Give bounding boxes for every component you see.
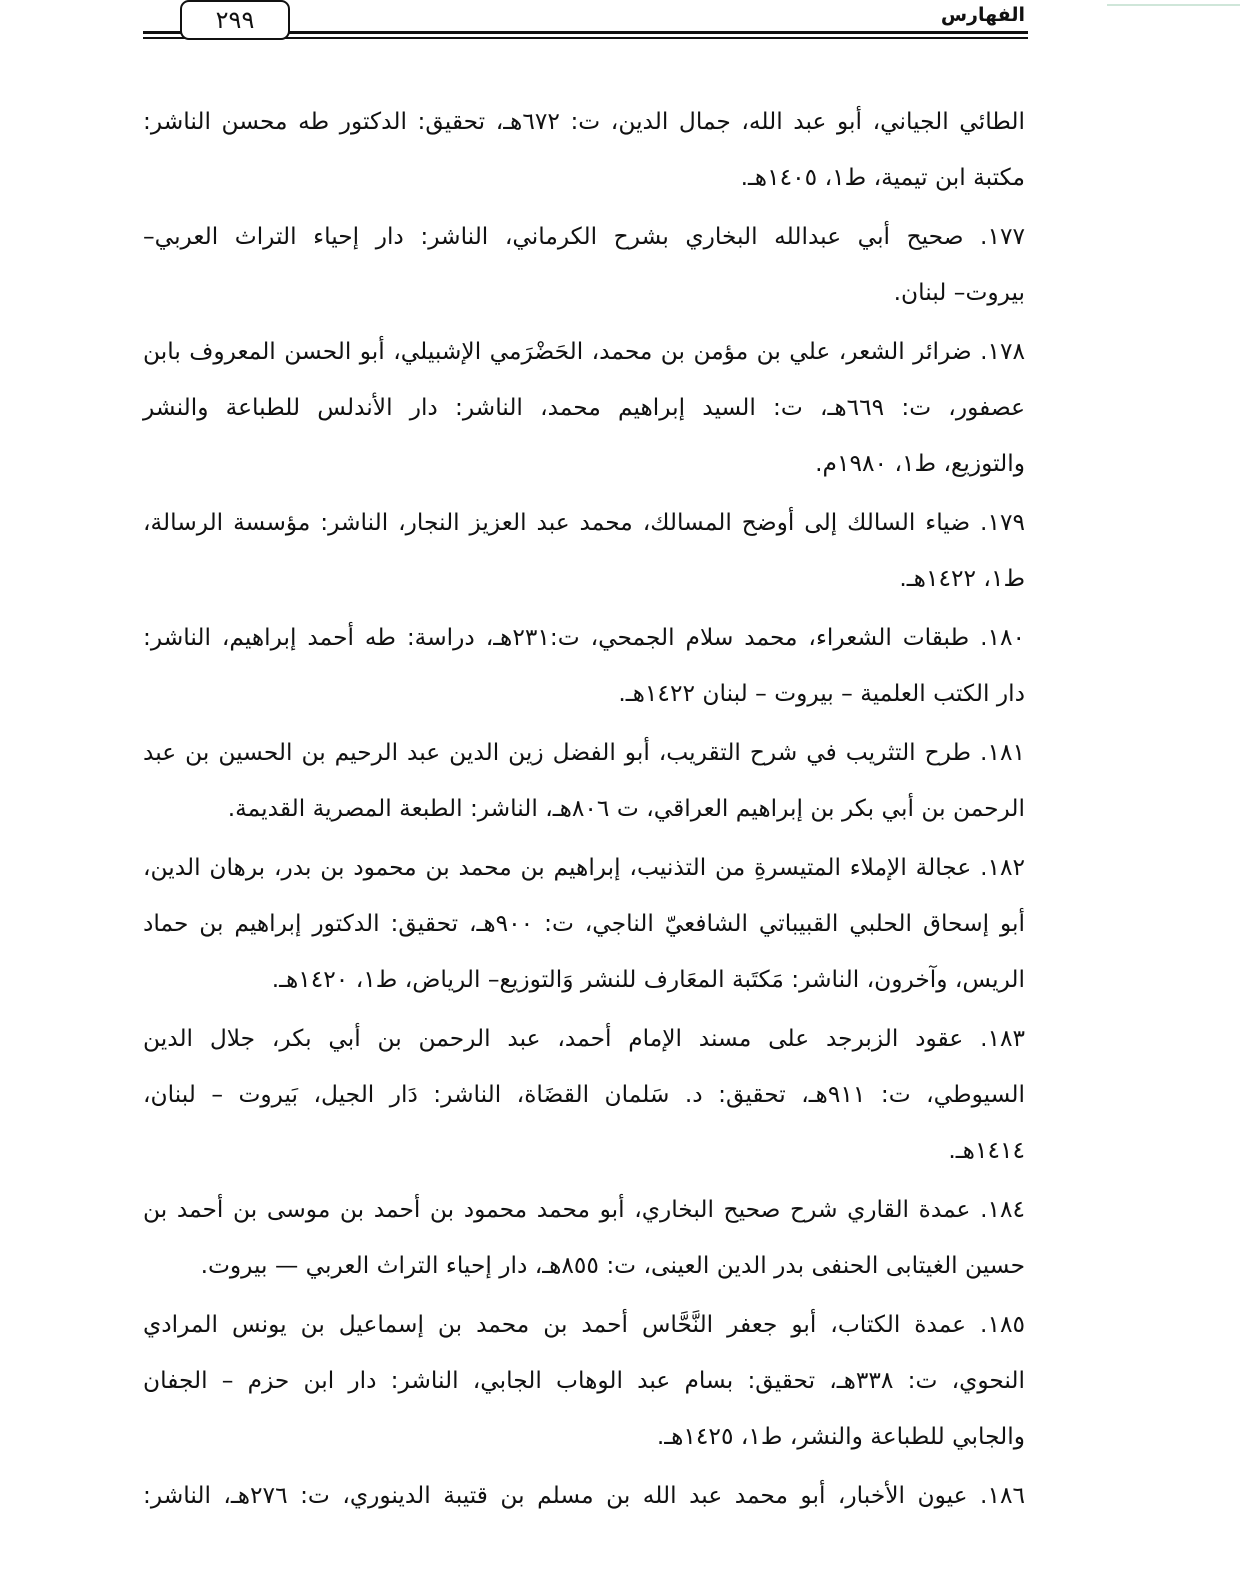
entry-text: صحيح أبي عبدالله البخاري بشرح الكرماني، الناشر: دار إحياء التراث العربي–: [143, 223, 964, 250]
bibliography-entry: [143, 1011, 1025, 1179]
bibliography-entry: [143, 725, 1025, 837]
page-number-box: [180, 0, 290, 40]
entry-line: [143, 610, 1025, 666]
entry-line: النحوي، ت: ٣٣٨هـ، تحقيق: بسام عبد الوهاب الجابي، الناشر: دار ابن حزم – الجفان: [143, 1367, 1025, 1394]
entry-line: والتوزيع، ط١، ١٩٨٠م.: [815, 450, 1025, 477]
entry-number: ١٧٩.: [980, 509, 1025, 536]
running-title: الفهارس: [940, 4, 1025, 26]
entry-number: ١٨٣.: [980, 1025, 1026, 1052]
entry-number: ١٨٦.: [980, 1482, 1025, 1509]
entry-line: ١٤١٤هـ.: [948, 1137, 1025, 1164]
entry-number: ١٨٠.: [980, 624, 1026, 651]
bibliography-entry: [143, 495, 1025, 607]
entry-line: [143, 1468, 1025, 1524]
bibliography-entry-continued: [143, 94, 1025, 206]
entry-line: [143, 840, 1025, 896]
bibliography-entry: [143, 324, 1025, 492]
edge-mark: [1107, 4, 1240, 6]
entry-line: عصفور، ت: ٦٦٩هـ، ت: السيد إبراهيم محمد، الناشر: دار الأندلس للطباعة والنشر: [143, 394, 1025, 421]
entry-line: والجابي للطباعة والنشر، ط١، ١٤٢٥هـ.: [656, 1423, 1025, 1450]
entry-line: [143, 495, 1025, 551]
entry-text: عمدة القاري شرح صحيح البخاري، أبو محمد محمود بن أحمد بن موسى بن أحمد بن: [143, 1196, 971, 1223]
entry-line: الريس، وآخرون، الناشر: مَكتَبة المعَارف للنشر وَالتوزيع– الرياض، ط١، ١٤٢٠هـ.: [271, 966, 1025, 993]
bibliography-entry: [143, 1297, 1025, 1465]
bibliography-entry: [143, 610, 1025, 722]
entry-text: طبقات الشعراء، محمد سلام الجمحي، ت:٢٣١هـ، دراسة: طه أحمد إبراهيم، الناشر:: [143, 624, 970, 651]
entry-number: ١٨٤.: [980, 1196, 1026, 1223]
entry-line: [143, 1182, 1025, 1238]
entry-line: الطائي الجياني، أبو عبد الله، جمال الدين، ت: ٦٧٢هـ، تحقيق: الدكتور طه محسن الناشر:: [143, 108, 1025, 135]
entry-number: ١٨٥.: [980, 1311, 1025, 1338]
entry-line: أبو إسحاق الحلبي القبيباتي الشافعيّ الناجي، ت: ٩٠٠هـ، تحقيق: الدكتور إبراهيم بن حماد: [143, 910, 1025, 937]
entry-number: ١٨١.: [980, 739, 1025, 766]
page-number: ٢٩٩: [215, 6, 255, 34]
entry-number: ١٧٧.: [980, 223, 1025, 250]
entry-text: عجالة الإملاء المتيسرةِ من التذنيب، إبراهيم بن محمد بن محمود بن بدر، برهان الدين،: [143, 854, 972, 881]
bibliography-entry: [143, 1468, 1025, 1524]
entry-text: ضرائر الشعر، علي بن مؤمن بن محمد، الحَضْرَمي الإشبيلي، أبو الحسن المعروف بابن: [143, 338, 972, 365]
entry-line: السيوطي، ت: ٩١١هـ، تحقيق: د. سَلمان القضَاة، الناشر: دَار الجيل، بَيروت – لبنان،: [143, 1081, 1025, 1108]
entry-line: [143, 324, 1025, 380]
entry-text: طرح التثريب في شرح التقريب، أبو الفضل زين الدين عبد الرحيم بن الحسين بن عبد: [143, 739, 972, 766]
entry-line: دار الكتب العلمية – بيروت – لبنان ١٤٢٢هـ.: [618, 680, 1025, 707]
entry-text: عمدة الكتاب، أبو جعفر النَّحَّاس أحمد بن محمد بن إسماعيل بن يونس المرادي: [143, 1311, 967, 1338]
entry-line: بيروت– لبنان.: [893, 279, 1025, 306]
entry-text: عيون الأخبار، أبو محمد عبد الله بن مسلم بن قتيبة الدينوري، ت: ٢٧٦هـ، الناشر:: [143, 1482, 968, 1509]
entry-number: ١٧٨.: [980, 338, 1026, 365]
entry-text: عقود الزبرجد على مسند الإمام أحمد، عبد الرحمن بن أبي بكر، جلال الدين: [143, 1025, 964, 1052]
bibliography-entry: [143, 209, 1025, 321]
entry-line: [143, 725, 1025, 781]
entry-number: ١٨٢.: [980, 854, 1026, 881]
entry-line: [143, 209, 1025, 265]
entry-text: ضياء السالك إلى أوضح المسالك، محمد عبد العزيز النجار، الناشر: مؤسسة الرسالة،: [143, 509, 971, 536]
entry-line: مكتبة ابن تيمية، ط١، ١٤٠٥هـ.: [740, 164, 1025, 191]
entry-line: [143, 1297, 1025, 1353]
entry-line: حسين الغيتابى الحنفى بدر الدين العينى، ت: ٨٥٥هـ، دار إحياء التراث العربي — بيروت.: [200, 1252, 1025, 1279]
bibliography-entry: [143, 1182, 1025, 1294]
entry-line: الرحمن بن أبي بكر بن إبراهيم العراقي، ت ٨٠٦هـ، الناشر: الطبعة المصرية القديمة.: [227, 795, 1025, 822]
entry-line: ط١، ١٤٢٢هـ.: [899, 565, 1025, 592]
bibliography-text: [143, 94, 1025, 1524]
bibliography-entry: [143, 840, 1025, 1008]
entry-line: [143, 1011, 1025, 1067]
